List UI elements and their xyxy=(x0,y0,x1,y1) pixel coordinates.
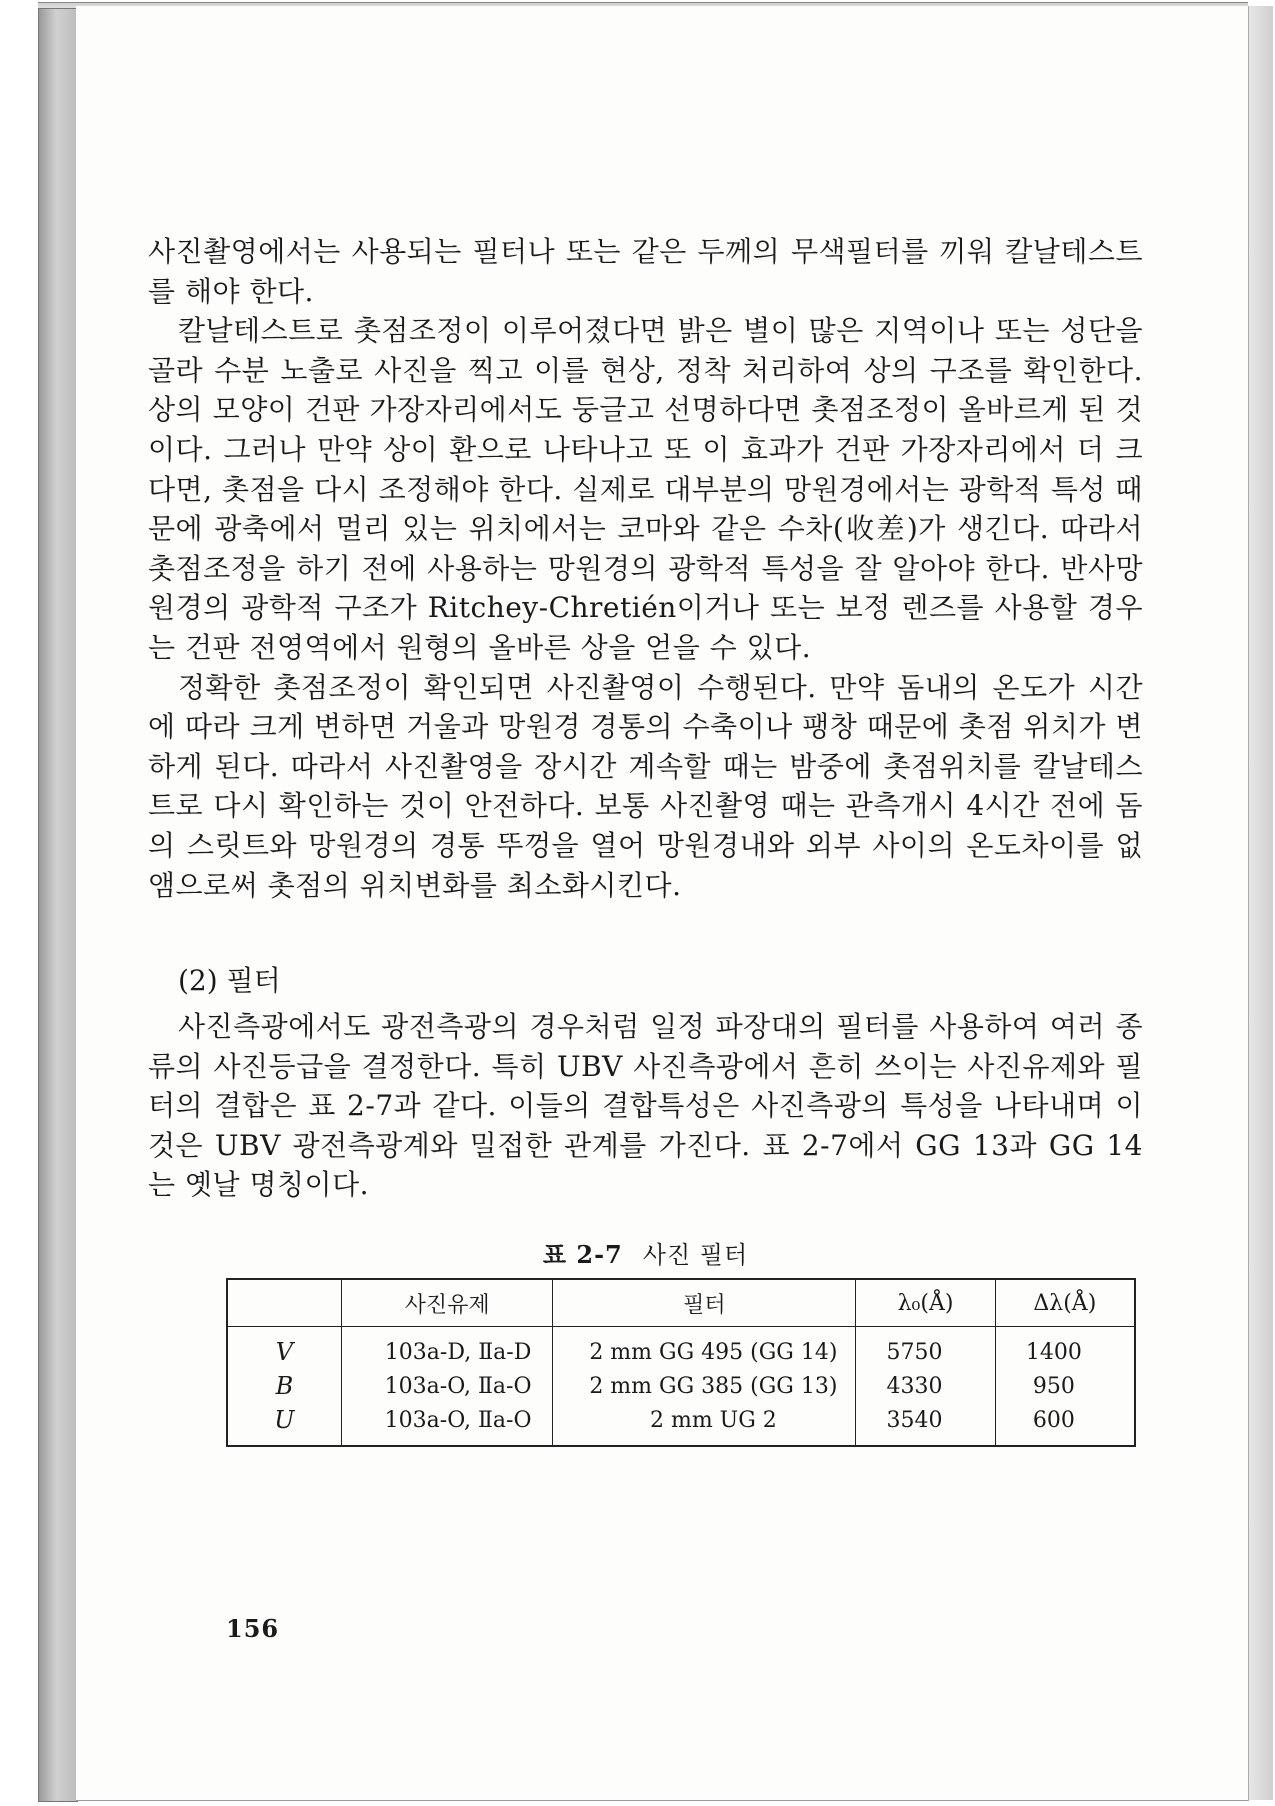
cell-emulsion: 103a-D, Ⅱa-D xyxy=(341,1327,553,1370)
table-caption-title: 사진 필터 xyxy=(642,1241,749,1270)
table-row xyxy=(227,1327,1135,1370)
photographic-filter-table xyxy=(226,1278,1136,1447)
header-dlambda: Δλ(Å) xyxy=(995,1279,1135,1327)
table-row xyxy=(227,1403,1135,1446)
cell-band: V xyxy=(227,1327,341,1370)
table-row xyxy=(227,1369,1135,1403)
paragraph-1: 사진촬영에서는 사용되는 필터나 또는 같은 두께의 무색필터를 끼워 칼날테스트를 해야 한다. xyxy=(148,235,1143,308)
paragraph-2: 칼날테스트로 촛점조정이 이루어졌다면 밝은 별이 많은 지역이나 또는 성단을 골라 수분 노출로 사진을 찍고 이를 현상, 정착 처리하여 상의 구조를 확인한다. 상의 모양이 건판 가장자리에서도 둥글고 선명하다면 촛점조정이 올바르게 된 것이다. 그러나 만약 상이 환으로 나타나고 또 이 효과가 건판 가장자리에서 더 크다면, 촛점을 다시 조정해야 한다. 실제로 대부분의 망원경에서는 광학적 특성 때문에 광축에서 멀리 있는 위치에서는 코마와 같은 수차(收差)가 생긴다. 따라서 촛점조정을 하기 전에 사용하는 망원경의 광학적 특성을 잘 알아야 한다. 반사망원경의 광학적 구조가 Ritchey-Chretién이거나 또는 보정 렌즈를 사용할 경우는 건판 전영역에서 원형의 올바른 상을 얻을 수 있다. xyxy=(148,314,1143,664)
page-right-edge xyxy=(1248,6,1273,1800)
cell-filter: 2 mm GG 495 (GG 14) xyxy=(553,1327,856,1370)
header-lambda0: λ₀(Å) xyxy=(856,1279,995,1327)
table-header-row xyxy=(227,1279,1135,1327)
cell-emulsion: 103a-O, Ⅱa-O xyxy=(341,1403,553,1446)
cell-filter: 2 mm GG 385 (GG 13) xyxy=(553,1369,856,1403)
header-band xyxy=(227,1279,341,1327)
book-spine xyxy=(38,8,78,1802)
header-emulsion: 사진유제 xyxy=(341,1279,553,1327)
cell-lambda0: 4330 xyxy=(856,1369,995,1403)
section-heading-filter: (2) 필터 xyxy=(178,964,281,998)
table-caption-label: 표 2-7 xyxy=(542,1240,623,1270)
cell-band: B xyxy=(227,1369,341,1403)
cell-dlambda: 600 xyxy=(995,1403,1135,1446)
page-content xyxy=(148,232,1143,1447)
header-filter: 필터 xyxy=(553,1279,856,1327)
cell-lambda0: 5750 xyxy=(856,1327,995,1370)
paragraph-4: 사진측광에서도 광전측광의 경우처럼 일정 파장대의 필터를 사용하여 여러 종류의 사진등급을 결정한다. 특히 UBV 사진측광에서 흔히 쓰이는 사진유제와 필터의 결합은 표 2-7과 같다. 이들의 결합특성은 사진측광의 특성을 나타내며 이것은 UBV 광전측광계와 밀접한 관계를 가진다. 표 2-7에서 GG 13과 GG 14는 옛날 명칭이다. xyxy=(148,1010,1143,1202)
cell-dlambda: 950 xyxy=(995,1369,1135,1403)
cell-emulsion: 103a-O, Ⅱa-O xyxy=(341,1369,553,1403)
paragraph-3: 정확한 촛점조정이 확인되면 사진촬영이 수행된다. 만약 돔내의 온도가 시간에 따라 크게 변하면 거울과 망원경 경통의 수축이나 팽창 때문에 촛점 위치가 변하게 된다. 따라서 사진촬영을 장시간 계속할 때는 밤중에 촛점위치를 칼날테스트로 다시 확인하는 것이 안전하다. 보통 사진촬영 때는 관측개시 4시간 전에 돔의 스릿트와 망원경의 경통 뚜껑을 열어 망원경내와 외부 사이의 온도차이를 없앰으로써 촛점의 위치변화를 최소화시킨다. xyxy=(148,670,1143,902)
page-number: 156 xyxy=(226,1614,280,1643)
cell-lambda0: 3540 xyxy=(856,1403,995,1446)
cell-band: U xyxy=(227,1403,341,1446)
table-caption xyxy=(148,1235,1143,1270)
cell-dlambda: 1400 xyxy=(995,1327,1135,1370)
cell-filter: 2 mm UG 2 xyxy=(553,1403,856,1446)
